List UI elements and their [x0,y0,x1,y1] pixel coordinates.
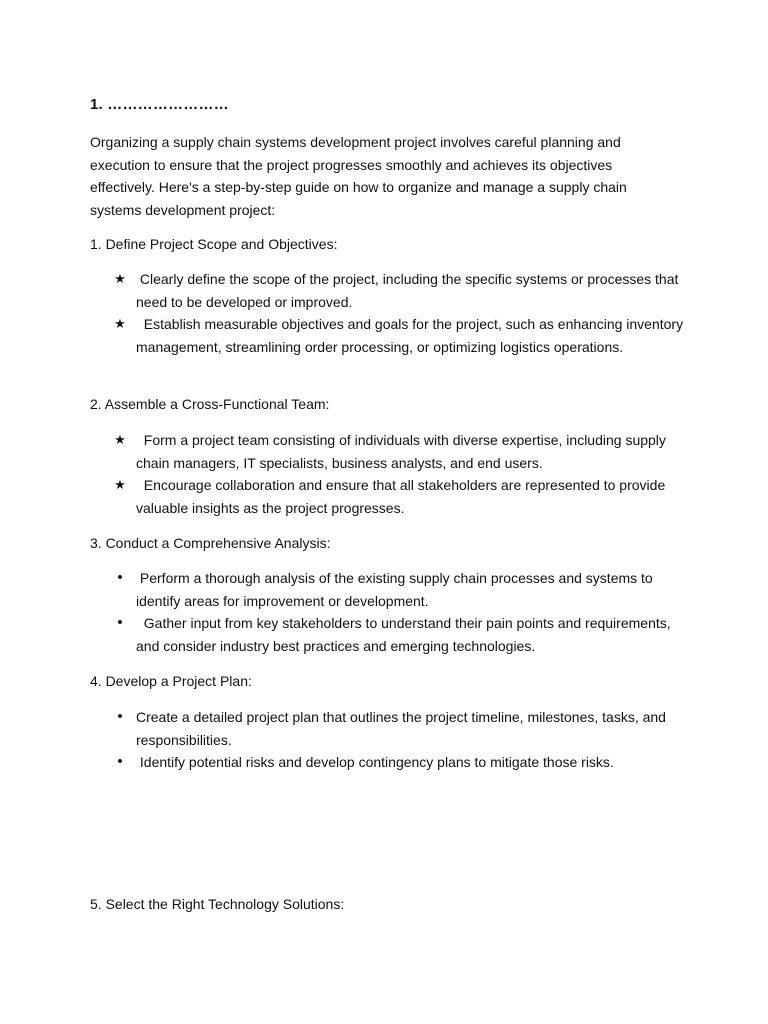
list-item-text: Create a detailed project plan that outlines the project timeline, milestones, tasks, and responsibilities. [136,709,670,748]
section-title-5: 5. Select the Right Technology Solutions: [90,896,345,912]
star-bullet-icon: ★ [114,432,126,447]
list-item [90,268,690,313]
list-item [90,612,690,657]
bullet-dot-icon: • [117,753,123,770]
star-bullet-icon: ★ [114,271,126,286]
section-title-1: 1. Define Project Scope and Objectives: [90,236,338,252]
star-bullet-icon: ★ [114,477,126,492]
list-item-text: Encourage collaboration and ensure that all stakeholders are represented to provide valuable insights as the project progresses. [136,477,670,516]
section-title-2: 2. Assemble a Cross-Functional Team: [90,396,330,412]
star-bullet-icon: ★ [114,316,126,331]
bullet-dot-icon: • [117,614,123,631]
list-item [90,429,690,474]
bullet-dot-icon: • [117,569,123,586]
list-item-text: Clearly define the scope of the project, including the specific systems or processes that need to be developed or improved. [136,271,683,310]
section-title-3: 3. Conduct a Comprehensive Analysis: [90,535,331,551]
list-item [90,567,690,612]
bullet-dot-icon: • [117,708,123,725]
list-item-text: Form a project team consisting of individuals with diverse expertise, including supply chain managers, IT specialists, business analysts, and end users. [136,432,670,471]
list-item [90,706,690,751]
section-title-4: 4. Develop a Project Plan: [90,673,252,689]
section-2-list [90,429,690,519]
section-4-list [90,706,690,774]
list-item-text: Perform a thorough analysis of the existing supply chain processes and systems to identify areas for improvement or development. [136,570,657,609]
list-item-text: Gather input from key stakeholders to understand their pain points and requirements, and consider industry best practices and emerging technologies. [136,615,675,654]
list-item-text: Establish measurable objectives and goals for the project, such as enhancing inventory management, streamlining order processing, or optimizing logistics operations. [136,316,687,355]
list-item [90,313,690,358]
intro-paragraph: Organizing a supply chain systems development project involves careful planning and execution to ensure that the project progresses smoothly and achieves its objectives effectively. Here's a step-by-step guide on how to organize and manage a supply chain systems development project: [90,134,627,218]
page-heading: 1. …………………… [90,96,229,113]
list-item [90,751,690,774]
list-item [90,474,690,519]
section-3-list [90,567,690,657]
section-1-list [90,268,690,358]
list-item-text: Identify potential risks and develop contingency plans to mitigate those risks. [136,754,614,770]
